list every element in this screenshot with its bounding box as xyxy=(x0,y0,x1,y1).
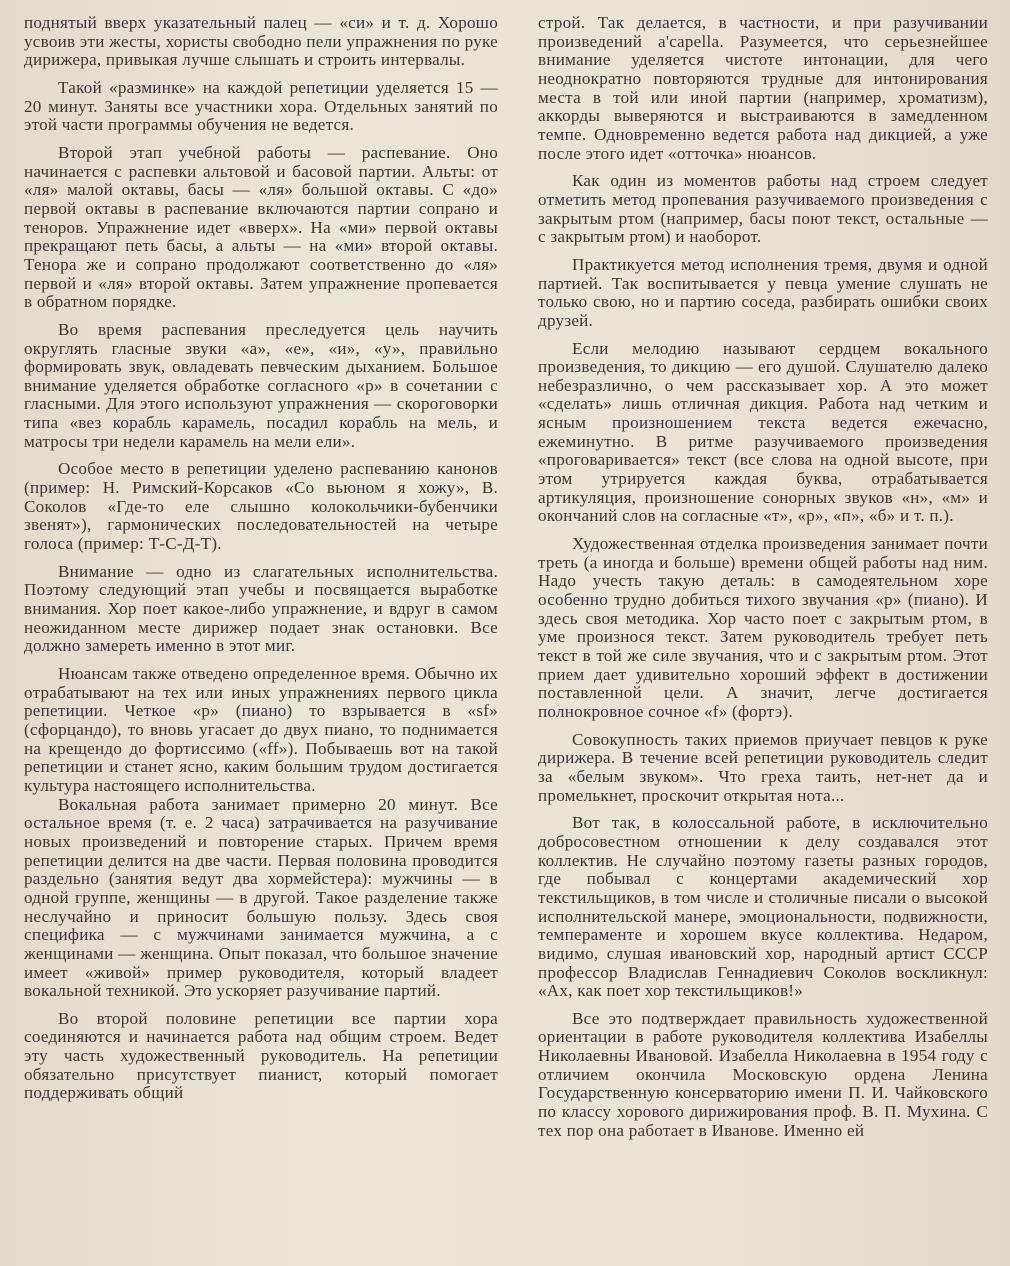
paragraph: Вокальная работа занимает примерно 20 минут. Все остальное время (т. е. 2 часа) затрачивается на разучивание новых произведений и повторение старых. Причем время репетиции делится на две части. Первая половина проводится раздельно (занятия ведут два хормейстера): мужчины — в одной группе, женщины — в другой. Такое разделение также неслучайно и приносит большую пользу. Здесь своя специфика — с мужчинами занимается мужчина, а с женщинами — женщина. Опыт показал, что большое значение имеет «живой» пример руководителя, который владеет вокальной техникой. Это ускоряет разучивание партий. xyxy=(24,794,498,1001)
paragraph: Внимание — одно из слагательных исполнительства. Поэтому следующий этап учебы и посвящается выработке внимания. Хор поет какое-либо упражнение, и вдруг в самом неожиданном месте дирижер подает знак остановки. Все должно замереть именно в этот миг. xyxy=(24,561,498,656)
paragraph: Во время распевания преследуется цель научить округлять гласные звуки «а», «е», «и», «у», правильно формировать звук, овладевать певческим дыханием. Большое внимание уделяется обработке согласного «р» в сочетании с гласными. Для этого используют упражнения — скороговорки типа «вез корабль карамель, посадил корабль на мель, и матросы три недели карамель на мели ели». xyxy=(24,319,498,451)
paragraph: Особое место в репетиции уделено распеванию канонов (пример: Н. Римский-Корсаков «Со вьюном я хожу», В. Соколов «Где-то еле слышно колокольчики-бубенчики звенят»), гармонических последовательностей на четыре голоса (пример: Т-С-Д-Т). xyxy=(24,459,498,554)
text-column-right xyxy=(538,14,988,1149)
paragraph: Совокупность таких приемов приучает певцов к руке дирижера. В течение всей репетиции руководитель следит за «белым звуком». Что греха таить, нет-нет да и промелькнет, проскочит открытая нота... xyxy=(538,729,988,805)
paragraph: Все это подтверждает правильность художественной ориентации в работе руководителя коллектива Изабеллы Николаевны Ивановой. Изабелла Николаевна в 1954 году с отличием окончила Московскую ордена Ленина Государственную консерваторию имени П. И. Чайковского по классу хорового дирижирования проф. В. П. Мухина. С тех пор она работает в Иванове. Именно ей xyxy=(538,1008,988,1140)
paragraph: Как один из моментов работы над строем следует отметить метод пропевания разучиваемого произведения с закрытым ртом (например, басы поют текст, остальные — с закрытым ртом) и наоборот. xyxy=(538,171,988,247)
paragraph: Если мелодию называют сердцем вокального произведения, то дикцию — его душой. Слушателю далеко небезразлично, о чем рассказывает хор. А это может «сделать» лишь отличная дикция. Работа над четким и ясным произношением текста ведется ежечасно, ежеминутно. В ритме разучиваемого произведения «проговаривается» текст (все слова на одной высоте, при этом утрируется каждая буква, отрабатывается артикуляция, произношение сонорных звуков «н», «м» и окончаний слов на согласные «т», «р», «п», «б» и т. п.). xyxy=(538,338,988,526)
text-column-left xyxy=(24,14,498,1112)
paragraph: строй. Так делается, в частности, и при разучивании произведений a'capella. Разумеется, что серьезнейшее внимание уделяется чистоте интонации, для чего неоднократно повторяются трудные для интонирования места в той или иной партии (например, хроматизм), аккорды выверяются и выстраиваются в замедленном темпе. Одновременно ведется работа над дикцией, а уже после этого идет «отточка» нюансов. xyxy=(538,13,988,163)
paragraph: поднятый вверх указательный палец — «си» и т. д. Хорошо усвоив эти жесты, хористы свободно пели упражнения по руке дирижера, привыкая лучше слышать и строить интервалы. xyxy=(24,13,498,70)
paragraph: Нюансам также отведено определенное время. Обычно их отрабатывают на тех или иных упражнениях первого цикла репетиции. Четкое «р» (пиано) то взрывается в «sf» (сфорцандо), то вновь угасает до двух пиано, то поднимается на крещендо до фортиссимо («ff»). Побываешь вот на такой репетиции и станет ясно, каким большим трудом достигается культура настоящего исполнительства. xyxy=(24,664,498,795)
paragraph: Вот так, в колоссальной работе, в исключительно добросовестном отношении к делу создавался этот коллектив. Не случайно поэтому газеты разных городов, где побывал с концертами академический хор текстильщиков, в том числе и столичные писали о высокой исполнительской манере, эмоциональности, подвижности, темпераменте и хорошем вкусе коллектива. Недаром, видимо, слушая ивановский хор, народный артист СССР профессор Владислав Геннадиевич Соколов воскликнул: «Ах, как поет хор текстильщиков!» xyxy=(538,813,988,1001)
paragraph: Практикуется метод исполнения тремя, двумя и одной партией. Так воспитывается у певца умение слушать не только свою, но и партию соседа, разбирать ошибки своих друзей. xyxy=(538,254,988,330)
paragraph: Такой «разминке» на каждой репетиции уделяется 15 — 20 минут. Заняты все участники хора. Отдельных занятий по этой части программы обучения не ведется. xyxy=(24,77,498,135)
paragraph: Художественная отделка произведения занимает почти треть (а иногда и больше) времени общей работы над ним. Надо учесть такую деталь: в самодеятельном хоре особенно трудно добиться тихого звучания «р» (пиано). И здесь своя методика. Хор часто поет с закрытым ртом, в уме произнося текст. Затем руководитель требует петь текст в той же силе звучания, что и с закрытым ртом. Этот прием дает удивительно хороший эффект в достижении поставленной цели. А значит, легче достигается полнокровное сочное «f» (фортэ). xyxy=(538,534,988,721)
paragraph: Во второй половине репетиции все партии хора соединяются и начинается работа над общим строем. Ведет эту часть художественный руководитель. На репетиции обязательно присутствует пианист, который помогает поддерживать общий xyxy=(24,1008,498,1103)
paragraph: Второй этап учебной работы — распевание. Оно начинается с распевки альтовой и басовой партии. Альты: от «ля» малой октавы, басы — «ля» большой октавы. С «до» первой октавы в распевание включаются партии сопрано и теноров. Упражнение идет «вверх». На «ми» первой октавы прекращают петь басы, а альты — на «ми» второй октавы. Тенора же и сопрано продолжают соответственно до «ля» первой и «ля» второй октавы. Затем упражнение пропевается в обратном порядке. xyxy=(24,142,498,312)
